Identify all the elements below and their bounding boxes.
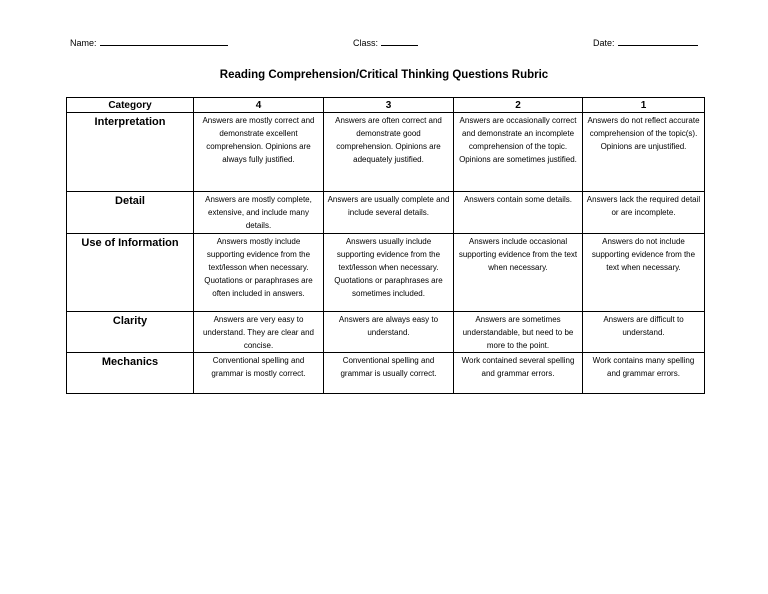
score-1-cell: Answers are difficult to understand. [583,312,705,353]
table-row [67,312,705,353]
name-field[interactable] [70,36,228,48]
score-4-cell: Answers are very easy to understand. They are clear and concise. [194,312,324,353]
score-2-cell: Answers contain some details. [454,192,583,234]
category-cell: Mechanics [67,353,194,394]
category-cell: Detail [67,192,194,234]
score-3-cell: Answers are usually complete and include several details. [324,192,454,234]
score-4-cell: Answers mostly include supporting evidence from the text/lesson when necessary. Quotations or paraphrases are often included in answers. [194,234,324,312]
score-3-cell: Answers are always easy to understand. [324,312,454,353]
name-blank-line[interactable] [100,36,228,46]
score-3-cell: Answers are often correct and demonstrate good comprehension. Opinions are adequately justified. [324,113,454,192]
date-field[interactable] [593,36,698,48]
score-4-cell: Conventional spelling and grammar is mostly correct. [194,353,324,394]
column-header-2: 2 [454,98,583,113]
score-4-cell: Answers are mostly complete, extensive, and include many details. [194,192,324,234]
name-label: Name: [70,38,97,48]
column-header-3: 3 [324,98,454,113]
document-title: Reading Comprehension/Critical Thinking Questions Rubric [219,69,549,81]
rubric-table [66,97,705,394]
table-row [67,192,705,234]
column-header-4: 4 [194,98,324,113]
class-label: Class: [353,38,379,48]
header-row [67,98,705,113]
column-header-category: Category [67,98,194,113]
score-1-cell: Work contains many spelling and grammar errors. [583,353,705,394]
class-blank-line[interactable] [381,36,418,46]
score-2-cell: Work contained several spelling and grammar errors. [454,353,583,394]
score-1-cell: Answers do not include supporting evidence from the text when necessary. [583,234,705,312]
category-cell: Interpretation [67,113,194,192]
score-4-cell: Answers are mostly correct and demonstrate excellent comprehension. Opinions are always fully justified. [194,113,324,192]
class-field[interactable] [353,36,418,48]
table-row [67,234,705,312]
score-2-cell: Answers are occasionally correct and demonstrate an incomplete comprehension of the topic. Opinions are sometimes justified. [454,113,583,192]
category-cell: Clarity [67,312,194,353]
date-blank-line[interactable] [618,36,698,46]
score-1-cell: Answers lack the required detail or are incomplete. [583,192,705,234]
score-2-cell: Answers are sometimes understandable, but need to be more to the point. [454,312,583,353]
date-label: Date: [593,38,615,48]
table-row [67,353,705,394]
score-1-cell: Answers do not reflect accurate comprehension of the topic(s). Opinions are unjustified. [583,113,705,192]
score-3-cell: Answers usually include supporting evidence from the text/lesson when necessary. Quotations or paraphrases are sometimes included. [324,234,454,312]
column-header-1: 1 [583,98,705,113]
score-3-cell: Conventional spelling and grammar is usually correct. [324,353,454,394]
score-2-cell: Answers include occasional supporting evidence from the text when necessary. [454,234,583,312]
table-row [67,113,705,192]
category-cell: Use of Information [67,234,194,312]
